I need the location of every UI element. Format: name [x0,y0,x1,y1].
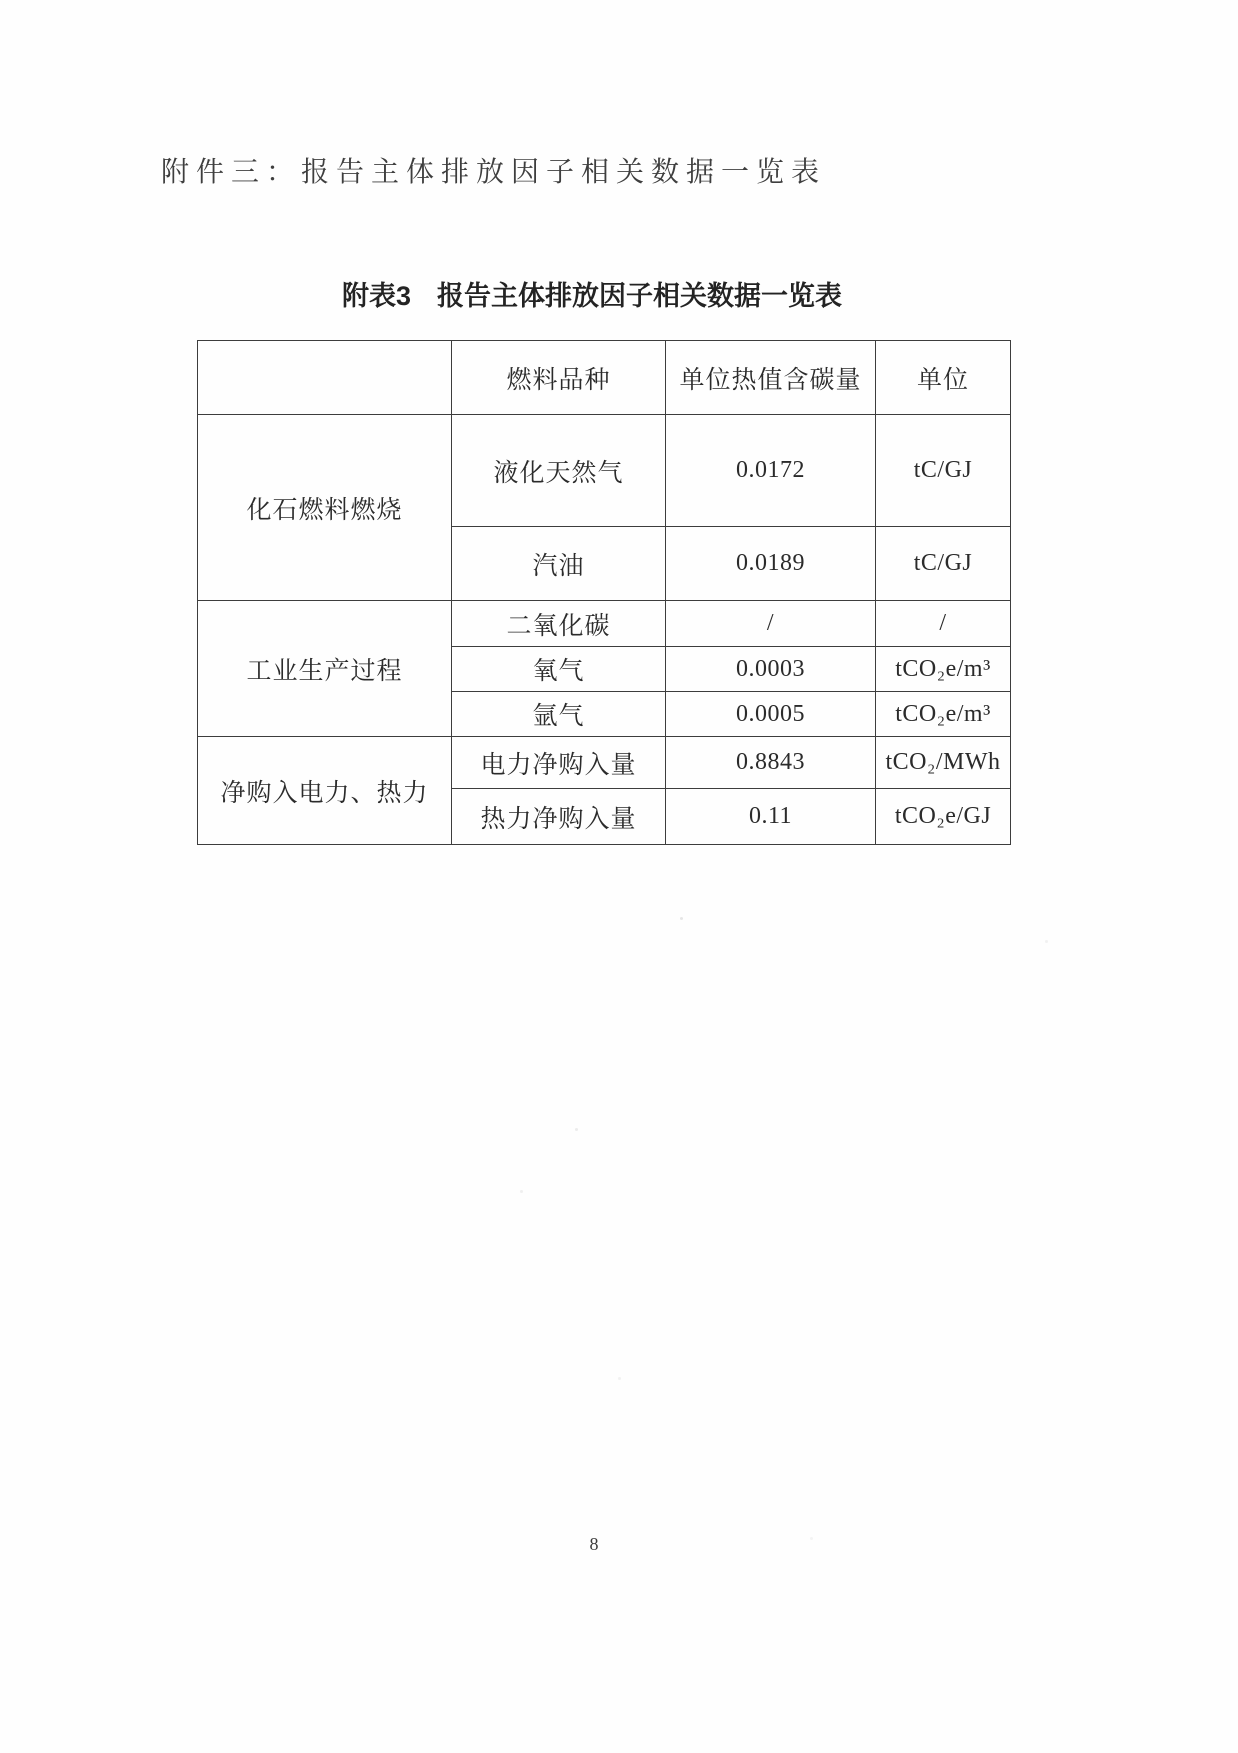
fuel-item-cell: 二氧化碳 [452,601,666,647]
value-cell: 0.11 [666,789,876,845]
table-caption [197,274,987,313]
value-cell: / [666,601,876,647]
header-category-cell [198,341,452,415]
table-row [198,737,1011,789]
value-cell: 0.0003 [666,647,876,692]
page-number: 8 [589,1534,599,1554]
unit-cell: tCO₂e/m³ [876,692,1011,737]
value-cell: 0.0189 [666,527,876,601]
attachment-heading: 附件三：报告主体排放因子相关数据一览表 [161,157,827,188]
fuel-item-cell: 氧气 [452,647,666,692]
header-fuel-type-cell: 燃料品种 [452,341,666,415]
value-cell: 0.8843 [666,737,876,789]
fuel-item-cell: 汽油 [452,527,666,601]
category-cell-fossil-fuel: 化石燃料燃烧 [198,415,452,601]
table-caption-label: 附表3 [341,281,412,311]
fuel-item-cell: 液化天然气 [452,415,666,527]
fuel-item-cell: 氩气 [452,692,666,737]
header-unit-cell: 单位 [876,341,1011,415]
table-caption-title: 报告主体排放因子相关数据一览表 [437,281,843,311]
value-cell: 0.0172 [666,415,876,527]
fuel-item-cell: 电力净购入量 [452,737,666,789]
unit-cell: tCO₂/MWh [876,737,1011,789]
unit-cell: tCO₂e/GJ [876,789,1011,845]
value-cell: 0.0005 [666,692,876,737]
unit-cell: tCO₂e/m³ [876,647,1011,692]
unit-cell: tC/GJ [876,415,1011,527]
category-cell-industrial-process: 工业生产过程 [198,601,452,737]
table-row [198,415,1011,527]
unit-cell: / [876,601,1011,647]
unit-cell: tC/GJ [876,527,1011,601]
fuel-item-cell: 热力净购入量 [452,789,666,845]
header-carbon-content-cell: 单位热值含碳量 [666,341,876,415]
scan-noise-speckles [680,917,683,920]
category-cell-net-purchased-power-heat: 净购入电力、热力 [198,737,452,845]
table-header-row [198,341,1011,415]
table-row [198,601,1011,647]
emission-factor-table [197,340,1011,845]
